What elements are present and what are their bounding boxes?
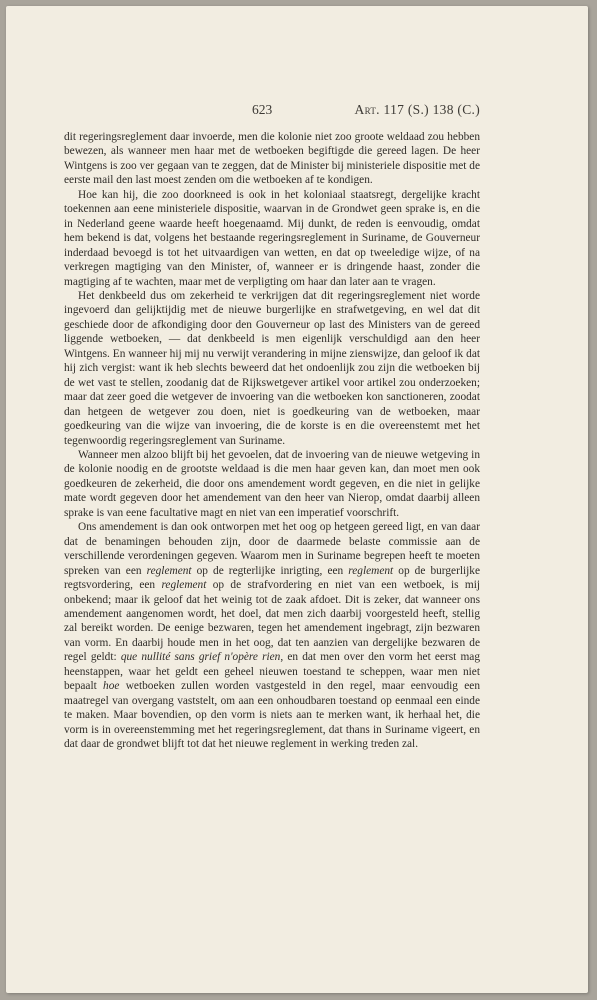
book-page xyxy=(6,6,588,993)
page-number: 623 xyxy=(252,102,273,117)
paragraph: dit regeringsreglement daar invoerde, men die kolonie niet zoo groote weldaad zou hebben bewezen, als wanneer men haar met de wetboeken begiftigde die gereed lagen. De heer Wintgens is zoo ver gegaan van te zeggen, dat de Minister bij ministeriele dispositie met de eerste mail den last moest zenden om die wetboeken af te kondigen. xyxy=(64,131,480,187)
italic-phrase: que nullité sans grief n'opère rien xyxy=(120,651,281,664)
paragraph: Wanneer men alzoo blijft bij het gevoelen, dat de invoering van de nieuwe wetgeving in de kolonie noodig en de grootste weldaad is die men haar geven kan, dan moet men ook goedkeuren de zekerheid, die door ons amendement wordt gegeven, en die niet in gelijke mate wordt gegeven door het amendement van den heer van Nierop, omdat daarbij alleen sprake is van eene facultative magt en niet van een imperatief voorschrift. xyxy=(64,448,480,519)
italic-phrase: reglement xyxy=(161,579,207,592)
page-header xyxy=(64,102,480,122)
paragraph: Ons amendement is dan ook ontworpen met het oog op hetgeen gereed ligt, en van daar dat de benamingen behouden zijn, door de daarmede belaste commissie aan de verschillende verordeningen gegeven. Waarom men in Suriname begrepen heeft te moeten spreken van een reglement op de regterlijke inrigting, een reglement op de burgerlijke regtsvordering, een reglement op de strafvordering en niet van een wetboek, is mij onbekend; maar ik geloof dat het weinig tot de zaak afdoet. Dit is zeker, dat wanneer ons amendement aangenomen wordt, het doel, dat men zich daarbij voorgesteld heeft, stellig zal bereikt worden. De eenige bezwaren, tegen het amendement ingebragt, zijn bezwaren van vorm. En daarbij houde men in het oog, dat ten aanzien van dergelijke bezwaren de regel geldt: que nullité sans grief n'opère rien, en dat men over den vorm het eerst mag heenstappen, waar het geldt een geheel nieuwen toestand te scheppen, waar men niet bepaalt hoe wetboeken zullen worden vastgesteld in den regel, maar eenvoudig een maatregel van overgang vaststelt, om aan een onhoudbaren toestand op eenmaal een einde te maken. Maar bovendien, op den vorm is niets aan te merken want, ik herhaal het, die vorm is in overeenstemming met het regeringsreglement, dat thans in Suriname vigeert, en dat daar de grondwet blijft tot dat het nieuwe reglement in werking treden zal. xyxy=(64,521,481,751)
page-body-text xyxy=(64,130,480,751)
paragraph: Het denkbeeld dus om zekerheid te verkrijgen dat dit regeringsreglement niet worde ingevoerd dan gelijktijdig met de nieuwe burgerlijke en strafwetgeving, en wel dat dit geschiede door de afkondiging door den Gouverneur op last des Ministers van de gereed liggende wetboeken, — dat denkbeeld is men eigenlijk verschuldigd aan den heer Wintgens. En wanneer hij mij nu verwijt verandering in mijne zienswijze, dan geloof ik dat hij zich vergist: want ik heb slechts beweerd dat het ondoenlijk zou zijn die wetboeken bij de wet vast te stellen, zoodanig dat de Rijkswetgever artikel voor artikel zou onderzoeken; maar dat zeer goed die wetgever de invoering van die wetboeken kon sanctioneren, zoodat dan hetgeen de wetgever zou doen, niet is goedkeuring van de wetboeken, maar goedkeuring van die wijze van invoering, die de korste is en die overeenstemt met het tegenwoordig regeringsreglement van Suriname. xyxy=(64,289,480,447)
paragraph: Hoe kan hij, die zoo doorkneed is ook in het koloniaal staatsregt, dergelijke kracht toekennen aan eene ministeriele dispositie, waarvan in de Grondwet geen sprake is, en die in Nederland geene waarde heeft hoegenaamd. Mij dunkt, de reden is eenvoudig, omdat hem bekend is dat, volgens het bestaande regeringsreglement in Suriname, de Gouverneur inderdaad bevoegd is tot het uitvaardigen van wetten, en dat op tweeledige wijze, of na verkregen magtiging van den Minister, of, wanneer er is dringende haast, zonder die magtiging af te wachten, maar met de verpligting om haar dan later aan te vragen. xyxy=(64,188,480,288)
italic-phrase: reglement xyxy=(348,564,394,577)
italic-phrase: reglement xyxy=(146,564,192,577)
running-title-rest: 117 (S.) 138 (C.) xyxy=(379,102,480,117)
italic-phrase: hoe xyxy=(103,680,120,693)
running-title xyxy=(355,102,480,118)
running-title-prefix: Art. xyxy=(354,102,380,117)
